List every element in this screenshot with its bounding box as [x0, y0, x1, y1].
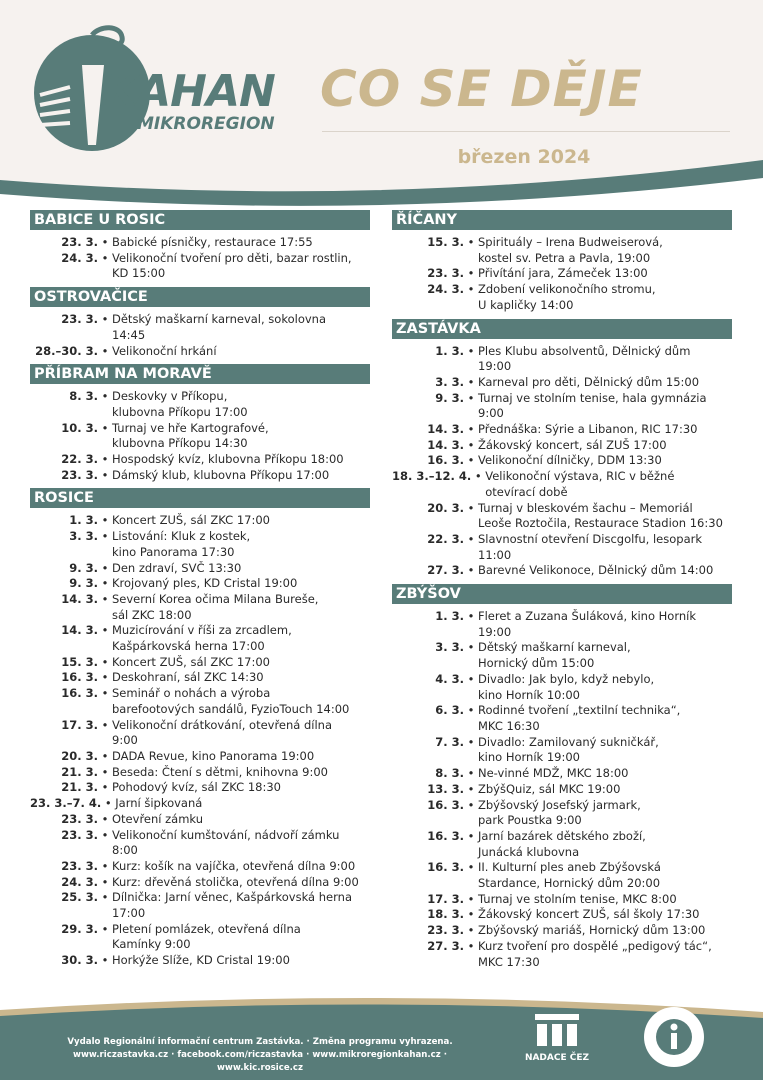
event-text: Muzicírování v říši za zrcadlem, Kašpárkovská herna 17:00: [112, 623, 292, 654]
event-row: [392, 438, 732, 454]
event-row: [30, 828, 370, 859]
section-heading: ROSICE: [30, 488, 370, 508]
event-text: Jarní bazárek dětského zboží, Junácká klubovna: [478, 828, 646, 859]
event-text: Žákovský koncert ZUŠ, sál školy 17:30: [478, 907, 700, 922]
event-text: Divadlo: Zamilovaný sukničkář, kino Horník 19:00: [478, 734, 659, 765]
section-heading: PŘÍBRAM NA MORAVĚ: [30, 364, 370, 384]
bullet-icon: •: [101, 235, 109, 249]
event-row: [392, 532, 732, 563]
event-date: 9. 3.: [69, 576, 98, 591]
bullet-icon: •: [101, 452, 109, 467]
bullet-icon: •: [467, 891, 475, 906]
event-text: Otevření zámku: [112, 811, 204, 826]
event-row: [30, 452, 370, 468]
section-heading: ŘÍČANY: [392, 210, 732, 230]
event-date: 4. 3.: [435, 671, 464, 686]
event-row: [392, 391, 732, 422]
bullet-icon: •: [101, 312, 109, 327]
event-date: 23. 3.: [61, 827, 98, 842]
event-row: [392, 453, 732, 469]
event-text: Horkýže Slíže, KD Cristal 19:00: [112, 953, 290, 968]
bullet-icon: •: [101, 654, 109, 669]
event-text: Velikonoční kumštování, nádvoří zámku 8:00: [112, 827, 340, 858]
event-date: 16. 3.: [427, 453, 464, 468]
event-date: 27. 3.: [427, 563, 464, 578]
event-date: 3. 3.: [435, 640, 464, 655]
event-row: [392, 939, 732, 970]
event-date: 14. 3.: [61, 591, 98, 606]
bullet-icon: •: [467, 609, 475, 624]
event-date: 23. 3.: [61, 467, 98, 482]
event-row: [392, 860, 732, 891]
bullet-icon: •: [467, 453, 475, 468]
event-date: 23. 3.: [61, 312, 98, 327]
bullet-icon: •: [101, 670, 109, 685]
event-row: [392, 375, 732, 391]
event-text: Rodinné tvoření „textilní technika“, MKC 16:30: [478, 703, 681, 733]
event-date: 28.–30. 3.: [35, 343, 98, 358]
event-text: Koncert ZUŠ, sál ZKC 17:00: [112, 654, 270, 669]
event-text: Seminář o nohách a výroba barefootových sandálů, FyzioTouch 14:00: [112, 686, 350, 716]
event-text: Ne-vinné MDŽ, MKC 18:00: [478, 766, 629, 781]
event-text: Turnaj ve hře Kartografové, klubovna Příkopu 14:30: [112, 420, 269, 451]
event-date: 30. 3.: [61, 953, 98, 968]
event-text: Turnaj ve stolním tenise, hala gymnázia 9:00: [478, 390, 707, 421]
event-date: 23. 3.: [61, 235, 98, 249]
event-date: 10. 3.: [61, 420, 98, 435]
event-text: Barevné Velikonoce, Dělnický dům 14:00: [478, 563, 714, 578]
event-date: 1. 3.: [435, 609, 464, 624]
event-text: Beseda: Čtení s dětmi, knihovna 9:00: [112, 764, 328, 779]
page-title: CO SE DĚJE: [320, 60, 643, 118]
event-text: Dílnička: Jarní věnec, Kašpárkovská herna 17:00: [112, 890, 352, 921]
event-row: [392, 609, 732, 640]
bullet-icon: •: [101, 343, 109, 358]
event-row: [392, 829, 732, 860]
bullet-icon: •: [101, 953, 109, 968]
event-text: Kurz tvoření pro dospělé „pedigový tác“, MKC 17:30: [478, 938, 712, 969]
event-text: Přednáška: Sýrie a Libanon, RIC 17:30: [478, 422, 698, 437]
event-row: [392, 923, 732, 939]
event-text: Karneval pro děti, Dělnický dům 15:00: [478, 374, 700, 389]
bullet-icon: •: [467, 282, 475, 297]
event-row: [30, 686, 370, 717]
event-date: 24. 3.: [61, 874, 98, 889]
event-row: [392, 563, 732, 579]
event-row: [392, 907, 732, 923]
event-date: 16. 3.: [427, 828, 464, 843]
event-text: Dětský maškarní karneval, Hornický dům 15:00: [478, 640, 631, 671]
event-date: 6. 3.: [435, 703, 464, 718]
event-text: Velikonoční tvoření pro děti, bazar rostlin, KD 15:00: [112, 250, 352, 281]
bullet-icon: •: [467, 907, 475, 922]
event-text: Zbýšovský mariáš, Hornický dům 13:00: [478, 923, 706, 938]
event-date: 18. 3.: [427, 907, 464, 922]
event-row: [30, 421, 370, 452]
event-text: DADA Revue, kino Panorama 19:00: [112, 748, 315, 763]
event-row: [30, 513, 370, 529]
event-row: [392, 344, 732, 375]
event-text: Turnaj ve stolním tenise, MKC 8:00: [478, 891, 677, 906]
bullet-icon: •: [467, 703, 475, 718]
event-date: 16. 3.: [61, 670, 98, 685]
event-date: 21. 3.: [61, 764, 98, 779]
event-row: [392, 735, 732, 766]
event-date: 9. 3.: [69, 560, 98, 575]
event-date: 17. 3.: [427, 891, 464, 906]
event-row: [30, 576, 370, 592]
event-date: 14. 3.: [61, 623, 98, 638]
section-pribram-na-morave: [30, 364, 370, 483]
event-date: 14. 3.: [427, 437, 464, 452]
sponsor-label: NADACE ČEZ: [524, 1053, 590, 1063]
event-date: 7. 3.: [435, 734, 464, 749]
event-row: [30, 718, 370, 749]
brand-name: KAHAN: [104, 66, 275, 117]
bullet-icon: •: [467, 266, 475, 281]
event-text: Jarní šipkovaná: [115, 796, 203, 811]
event-date: 8. 3.: [69, 389, 98, 404]
event-row: [392, 640, 732, 671]
event-text: Velikonoční dílničky, DDM 13:30: [478, 453, 662, 468]
event-row: [392, 703, 732, 734]
event-text: Pletení pomlázek, otevřená dílna Kamínky 9:00: [112, 921, 301, 952]
event-row: [30, 953, 370, 969]
bullet-icon: •: [467, 781, 475, 796]
event-date: 24. 3.: [427, 282, 464, 297]
event-row: [30, 812, 370, 828]
event-text: Velikonoční výstava, RIC v běžné otevírací době: [485, 469, 675, 499]
right-column: [392, 210, 732, 975]
bullet-icon: •: [101, 529, 109, 544]
event-date: 27. 3.: [427, 938, 464, 953]
event-date: 13. 3.: [427, 781, 464, 796]
bullet-icon: •: [101, 623, 109, 638]
month-label: březen 2024: [457, 146, 591, 168]
event-row: [392, 235, 732, 266]
event-text: Koncert ZUŠ, sál ZKC 17:00: [112, 513, 270, 528]
event-date: 23. 3.: [61, 811, 98, 826]
event-row: [392, 672, 732, 703]
event-text: II. Kulturní ples aneb Zbýšovská Stardance, Hornický dům 20:00: [478, 860, 661, 891]
bullet-icon: •: [101, 467, 109, 482]
event-text: Přivítání jara, Zámeček 13:00: [478, 266, 648, 281]
bullet-icon: •: [467, 734, 475, 749]
event-text: Divadlo: Jak bylo, když nebylo, kino Horník 10:00: [478, 671, 655, 702]
event-row: [30, 251, 370, 282]
event-date: 16. 3.: [427, 797, 464, 812]
event-row: [30, 344, 370, 360]
bullet-icon: •: [101, 858, 109, 873]
bullet-icon: •: [467, 531, 475, 546]
event-text: Velikonoční drátkování, otevřená dílna 9:00: [112, 717, 333, 748]
event-text: Deskovky v Příkopu, klubovna Příkopu 17:00: [112, 389, 248, 419]
bullet-icon: •: [467, 671, 475, 686]
event-date: 20. 3.: [427, 500, 464, 515]
bullet-icon: •: [101, 748, 109, 763]
event-row: [392, 892, 732, 908]
event-date: 22. 3.: [427, 531, 464, 546]
event-date: 24. 3.: [61, 250, 98, 265]
event-row: [30, 780, 370, 796]
event-row: [30, 749, 370, 765]
section-zbysov: [392, 584, 732, 970]
bullet-icon: •: [101, 717, 109, 732]
event-date: 15. 3.: [427, 235, 464, 249]
event-date: 3. 3.: [435, 374, 464, 389]
bullet-icon: •: [101, 780, 109, 795]
event-row: [30, 875, 370, 891]
event-row: [392, 422, 732, 438]
event-text: Fleret a Zuzana Šuláková, kino Horník 19:00: [478, 609, 697, 639]
bullet-icon: •: [101, 420, 109, 435]
event-date: 8. 3.: [435, 766, 464, 781]
event-date: 20. 3.: [61, 748, 98, 763]
bullet-icon: •: [467, 828, 475, 843]
event-row: [30, 890, 370, 921]
event-row: [30, 529, 370, 560]
event-date: 25. 3.: [61, 890, 98, 905]
event-text: Slavnostní otevření Discgolfu, lesopark 11:00: [478, 531, 703, 562]
event-date: 15. 3.: [61, 654, 98, 669]
bullet-icon: •: [467, 938, 475, 953]
event-text: ZbýšQuiz, sál MKC 19:00: [478, 781, 621, 796]
bullet-icon: •: [467, 437, 475, 452]
event-date: 17. 3.: [61, 717, 98, 732]
section-rosice: [30, 488, 370, 968]
ric-zastavka-seal-icon: [642, 1005, 706, 1069]
bullet-icon: •: [467, 640, 475, 655]
event-date: 23. 3.–7. 4.: [30, 796, 102, 811]
section-heading: ZBÝŠOV: [392, 584, 732, 604]
bullet-icon: •: [467, 500, 475, 515]
section-ricany: [392, 210, 732, 314]
event-text: Turnaj v bleskovém šachu – Memoriál Leoše Roztočila, Restaurace Stadion 16:30: [478, 500, 723, 531]
bullet-icon: •: [467, 343, 475, 358]
bullet-icon: •: [467, 923, 475, 938]
event-text: Listování: Kluk z kostek, kino Panorama 17:30: [112, 529, 251, 559]
footer-text: [30, 1036, 490, 1075]
bullet-icon: •: [101, 591, 109, 606]
event-text: Dětský maškarní karneval, sokolovna 14:45: [112, 312, 326, 342]
event-date: 23. 3.: [427, 923, 464, 938]
event-row: [30, 765, 370, 781]
event-text: Deskohraní, sál ZKC 14:30: [112, 670, 264, 685]
event-date: 3. 3.: [69, 529, 98, 544]
event-text: Zbýšovský Josefský jarmark, park Poustka 9:00: [478, 797, 641, 828]
event-text: Krojovaný ples, KD Cristal 19:00: [112, 576, 298, 591]
event-text: Dámský klub, klubovna Příkopu 17:00: [112, 467, 330, 482]
event-date: 9. 3.: [435, 390, 464, 405]
event-row: [392, 501, 732, 532]
event-text: Kurz: košík na vajíčka, otevřená dílna 9:00: [112, 858, 356, 873]
bullet-icon: •: [467, 860, 475, 875]
event-date: 16. 3.: [61, 686, 98, 701]
event-date: 21. 3.: [61, 780, 98, 795]
event-row: [30, 859, 370, 875]
section-babice-u-rosic: [30, 210, 370, 282]
bullet-icon: •: [467, 797, 475, 812]
event-date: 29. 3.: [61, 921, 98, 936]
bullet-icon: •: [101, 686, 109, 701]
footer-line-links: www.riczastavka.cz · facebook.com/riczastavka · www.mikroregionkahan.cz · www.kic.rosice.cz: [73, 1050, 447, 1073]
event-row: [30, 592, 370, 623]
event-row: [30, 670, 370, 686]
section-heading: BABICE U ROSIC: [30, 210, 370, 230]
event-row: [392, 282, 732, 313]
section-heading: ZASTÁVKA: [392, 319, 732, 339]
section-heading: OSTROVAČICE: [30, 287, 370, 307]
bullet-icon: •: [467, 374, 475, 389]
title-divider: [322, 131, 730, 132]
event-text: Hospodský kvíz, klubovna Příkopu 18:00: [112, 452, 344, 467]
left-column: [30, 210, 370, 974]
event-row: [392, 798, 732, 829]
event-row: [392, 766, 732, 782]
section-ostrovacice: [30, 287, 370, 359]
bullet-icon: •: [101, 560, 109, 575]
bullet-icon: •: [467, 422, 475, 437]
bullet-icon: •: [104, 796, 112, 811]
event-date: 23. 3.: [61, 858, 98, 873]
bullet-icon: •: [474, 469, 482, 484]
event-row: [392, 469, 732, 500]
bullet-icon: •: [467, 390, 475, 405]
bullet-icon: •: [101, 250, 109, 265]
event-text: Den zdraví, SVČ 13:30: [112, 560, 242, 575]
bullet-icon: •: [101, 764, 109, 779]
event-text: Babické písničky, restaurace 17:55: [112, 235, 313, 249]
event-row: [30, 468, 370, 484]
event-row: [30, 796, 370, 812]
event-row: [30, 389, 370, 420]
event-text: Pohodový kvíz, sál ZKC 18:30: [112, 780, 282, 795]
bullet-icon: •: [101, 576, 109, 591]
event-row: [30, 655, 370, 671]
event-text: Zdobení velikonočního stromu, U kapličky 14:00: [478, 282, 656, 312]
event-date: 14. 3.: [427, 422, 464, 437]
footer-line-publisher: Vydalo Regionální informační centrum Zastávka. · Změna programu vyhrazena.: [67, 1037, 453, 1047]
event-date: 18. 3.–12. 4.: [392, 469, 472, 484]
bullet-icon: •: [101, 890, 109, 905]
event-text: Severní Korea očima Milana Bureše, sál ZKC 18:00: [112, 591, 319, 622]
event-row: [30, 312, 370, 343]
event-text: Ples Klubu absolventů, Dělnický dům 19:00: [478, 343, 691, 374]
bullet-icon: •: [101, 389, 109, 404]
event-row: [30, 561, 370, 577]
section-zastavka: [392, 319, 732, 580]
event-text: Kurz: dřevěná stolička, otevřená dílna 9:00: [112, 874, 359, 889]
event-text: Spirituály – Irena Budweiserová, kostel sv. Petra a Pavla, 19:00: [478, 235, 663, 265]
bullet-icon: •: [101, 513, 109, 528]
event-date: 1. 3.: [69, 513, 98, 528]
bullet-icon: •: [101, 921, 109, 936]
brand-subtitle: MIKROREGION: [137, 114, 275, 134]
event-row: [392, 266, 732, 282]
event-text: Žákovský koncert, sál ZUŠ 17:00: [478, 437, 667, 452]
event-date: 22. 3.: [61, 452, 98, 467]
event-text: Velikonoční hrkání: [112, 343, 217, 358]
event-row: [392, 782, 732, 798]
event-row: [30, 623, 370, 654]
event-date: 23. 3.: [427, 266, 464, 281]
bullet-icon: •: [101, 874, 109, 889]
bullet-icon: •: [101, 827, 109, 842]
bullet-icon: •: [467, 766, 475, 781]
bullet-icon: •: [101, 811, 109, 826]
event-row: [30, 922, 370, 953]
event-date: 1. 3.: [435, 343, 464, 358]
event-date: 16. 3.: [427, 860, 464, 875]
bullet-icon: •: [467, 235, 475, 249]
event-row: [30, 235, 370, 251]
bullet-icon: •: [467, 563, 475, 578]
